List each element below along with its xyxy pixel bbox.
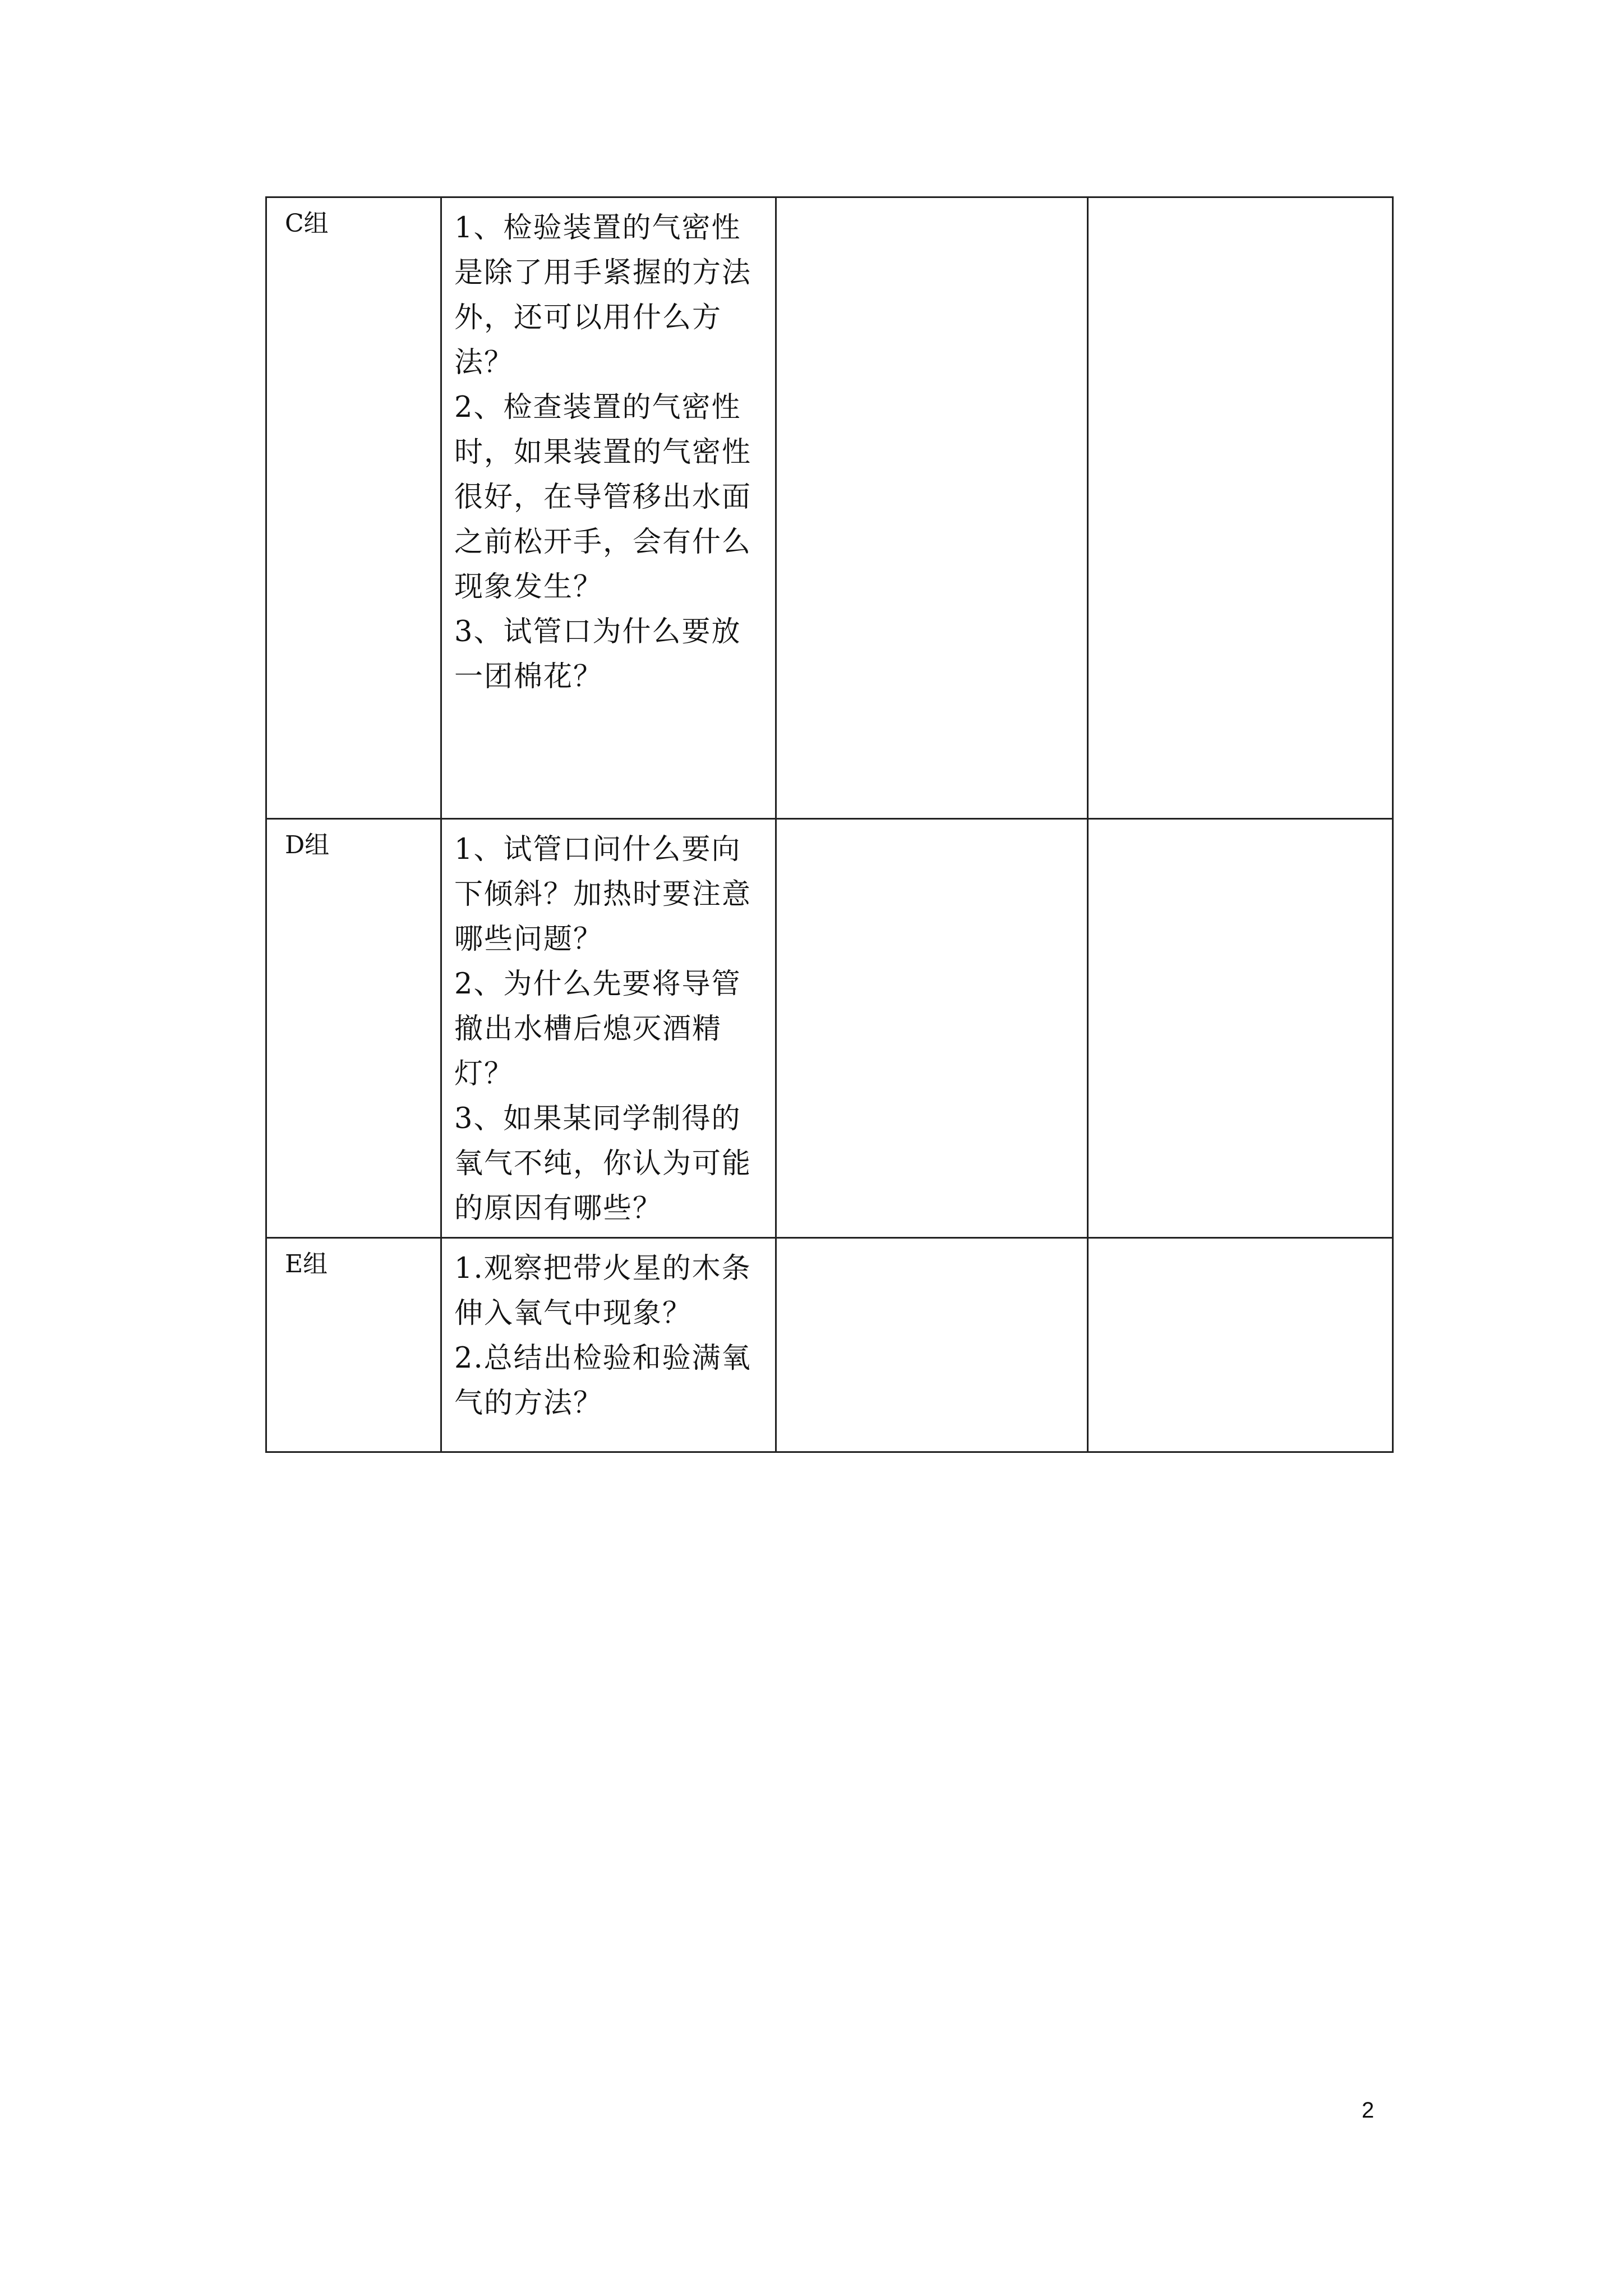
notes-cell [1088,819,1393,1238]
notes-cell [1088,1238,1393,1452]
question-item: 2.总结出检验和验满氧气的方法？ [454,1342,751,1420]
group-label: E组 [285,1250,328,1278]
question-item: 3、试管口为什么要放一团棉花？ [454,615,741,693]
questions-cell [441,197,776,819]
group-questions-table [265,196,1394,1453]
question-item: 1、试管口问什么要向下倾斜？加热时要注意哪些问题？ [454,833,752,956]
group-label: D组 [285,831,330,859]
notes-cell [1088,197,1393,819]
group-label: C组 [285,209,329,238]
question-item: 2、检查装置的气密性时，如果装置的气密性很好，在导管移出水面之前松开手，会有什么现象发生？ [454,391,752,604]
page-number: 2 [1362,2098,1375,2123]
group-label-cell [266,1238,441,1452]
table-row-group-e [266,1238,1393,1452]
question-item: 3、如果某同学制得的氧气不纯，你认为可能的原因有哪些？ [454,1102,752,1225]
answer-cell [776,197,1088,819]
question-list [454,206,763,700]
questions-cell [441,1238,776,1452]
question-item: 1.观察把带火星的木条伸入氧气中现象？ [454,1252,751,1330]
table-row-group-d [266,819,1393,1238]
table-row-group-c [266,197,1393,819]
answer-cell [776,819,1088,1238]
answer-cell [776,1238,1088,1452]
group-label-cell [266,197,441,819]
questions-cell [441,819,776,1238]
group-label-cell [266,819,441,1238]
question-list [454,827,763,1231]
question-item: 2、为什么先要将导管撤出水槽后熄灭酒精灯？ [454,968,741,1091]
question-item: 1、检验装置的气密性是除了用手紧握的方法外，还可以用什么方法？ [454,211,752,379]
question-list [454,1246,763,1426]
